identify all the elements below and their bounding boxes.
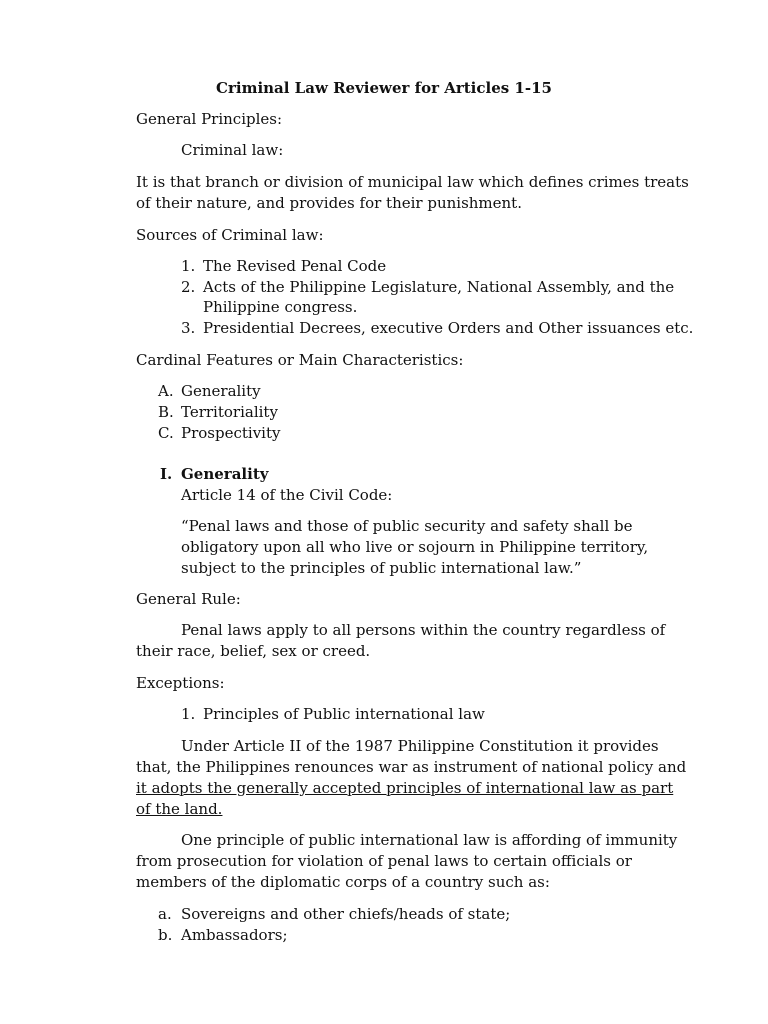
section-numeral: I. bbox=[160, 465, 173, 483]
definition-line: of their nature, and provides for their punishment. bbox=[136, 194, 522, 212]
sources-heading: Sources of Criminal law: bbox=[136, 226, 324, 244]
general-rule-line: Penal laws apply to all persons within the country regardless of bbox=[181, 621, 666, 639]
document-title: Criminal Law Reviewer for Articles 1-15 bbox=[216, 79, 552, 97]
quote-line: subject to the principles of public international law.” bbox=[181, 559, 582, 577]
list-letter: B. bbox=[158, 403, 174, 421]
list-item: Presidential Decrees, executive Orders and Other issuances etc. bbox=[203, 319, 694, 337]
list-item: Sovereigns and other chiefs/heads of state; bbox=[181, 905, 511, 923]
list-item: Generality bbox=[181, 382, 261, 400]
list-letter: A. bbox=[158, 382, 174, 400]
definition-line: It is that branch or division of municipal law which defines crimes treats bbox=[136, 173, 689, 191]
list-letter: a. bbox=[158, 905, 172, 923]
list-letter: b. bbox=[158, 926, 173, 944]
quote-line: obligatory upon all who live or sojourn in Philippine territory, bbox=[181, 538, 649, 556]
list-number: 1. bbox=[181, 257, 196, 275]
immunity-line: from prosecution for violation of penal laws to certain officials or bbox=[136, 852, 632, 870]
general-principles-heading: General Principles: bbox=[136, 110, 283, 128]
immunity-line: members of the diplomatic corps of a country such as: bbox=[136, 873, 550, 891]
list-item: Acts of the Philippine Legislature, National Assembly, and the bbox=[203, 278, 675, 296]
list-number: 3. bbox=[181, 319, 196, 337]
article-reference: Article 14 of the Civil Code: bbox=[181, 486, 393, 504]
list-item: The Revised Penal Code bbox=[203, 257, 387, 275]
list-item: Territoriality bbox=[181, 403, 278, 421]
article-ii-line: that, the Philippines renounces war as instrument of national policy and bbox=[136, 758, 687, 776]
general-rule-line: their race, belief, sex or creed. bbox=[136, 642, 371, 660]
list-item: Prospectivity bbox=[181, 424, 281, 442]
list-item-continuation: Philippine congress. bbox=[203, 298, 358, 316]
list-number: 1. bbox=[181, 705, 196, 723]
general-rule-heading: General Rule: bbox=[136, 590, 241, 608]
underlined-principle: it adopts the generally accepted principles of international law as part bbox=[136, 779, 674, 797]
list-letter: C. bbox=[158, 424, 174, 442]
underlined-principle: of the land. bbox=[136, 800, 223, 818]
article-ii-line: Under Article II of the 1987 Philippine Constitution it provides bbox=[181, 737, 659, 755]
immunity-line: One principle of public international law is affording of immunity bbox=[181, 831, 678, 849]
list-number: 2. bbox=[181, 278, 196, 296]
cardinal-heading: Cardinal Features or Main Characteristics: bbox=[136, 351, 464, 369]
quote-line: “Penal laws and those of public security and safety shall be bbox=[181, 517, 633, 535]
list-item: Principles of Public international law bbox=[203, 705, 485, 723]
criminal-law-label: Criminal law: bbox=[181, 141, 284, 159]
section-title: Generality bbox=[181, 465, 269, 483]
list-item: Ambassadors; bbox=[181, 926, 288, 944]
exceptions-heading: Exceptions: bbox=[136, 674, 225, 692]
